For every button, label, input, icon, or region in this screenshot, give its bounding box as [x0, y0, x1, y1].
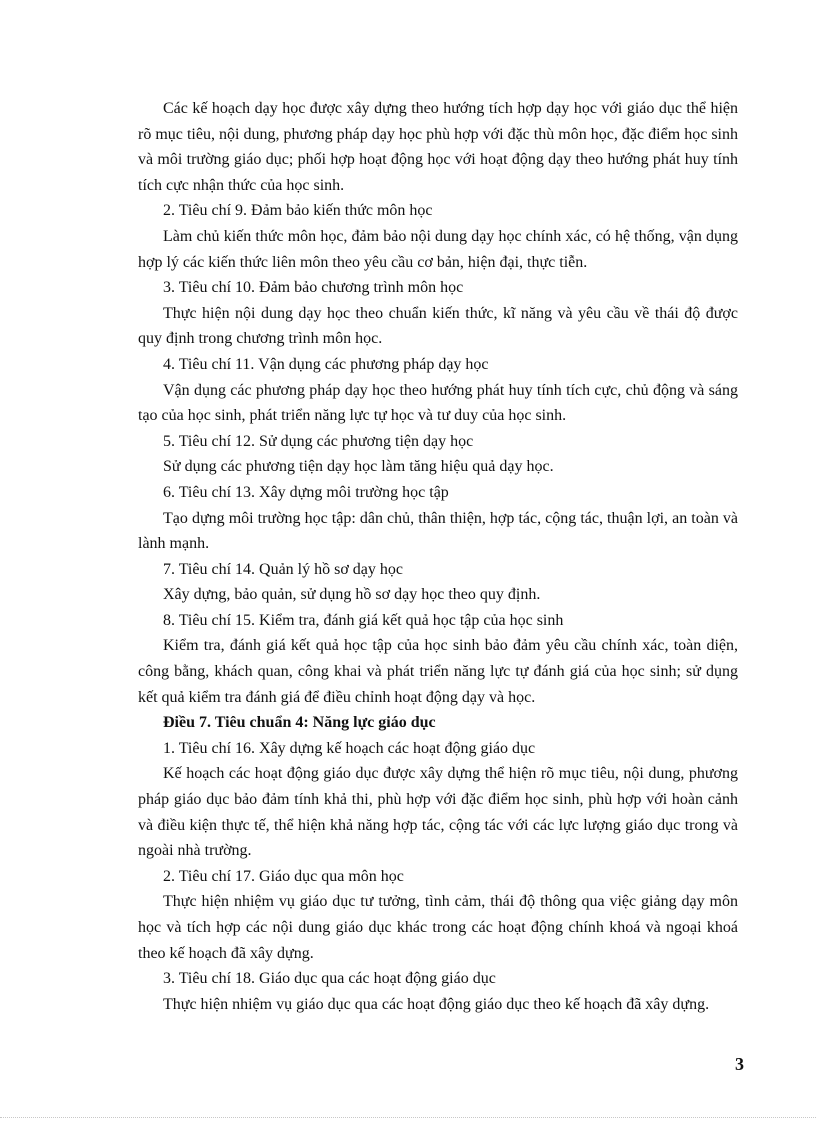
paragraph-intro: Các kế hoạch dạy học được xây dựng theo hướng tích hợp dạy học với giáo dục thể hiện rõ mục tiêu, nội dung, phương pháp dạy học phù hợp với đặc thù môn học, đặc điểm học sinh và môi trường giáo dục; phối hợp hoạt động học với hoạt động dạy theo hướng phát huy tính tích cực nhận thức của học sinh. — [138, 100, 738, 194]
article-7-heading: Điều 7. Tiêu chuẩn 4: Năng lực giáo dục — [163, 714, 436, 732]
criterion-14-text: Xây dựng, bảo quản, sử dụng hồ sơ dạy học theo quy định. — [163, 586, 541, 604]
criterion-9-text: Làm chủ kiến thức môn học, đảm bảo nội dung dạy học chính xác, có hệ thống, vận dụng hợp lý các kiến thức liên môn theo yêu cầu cơ bản, hiện đại, thực tiễn. — [138, 227, 738, 271]
criterion-12-text: Sử dụng các phương tiện dạy học làm tăng hiệu quả dạy học. — [163, 458, 554, 476]
criterion-9-heading: 2. Tiêu chí 9. Đảm bảo kiến thức môn học — [163, 202, 433, 220]
criterion-10-heading: 3. Tiêu chí 10. Đảm bảo chương trình môn học — [163, 279, 464, 297]
criterion-16-text: Kế hoạch các hoạt động giáo dục được xây dựng thể hiện rõ mục tiêu, nội dung, phương pháp giáo dục bảo đảm tính khả thi, phù hợp với đặc điểm học sinh, phù hợp với hoàn cảnh và điều kiện thực tế, thể hiện khả năng hợp tác, cộng tác với các lực lượng giáo dục trong và ngoài nhà trường. — [138, 765, 738, 860]
criterion-15-heading: 8. Tiêu chí 15. Kiểm tra, đánh giá kết quả học tập của học sinh — [163, 611, 564, 629]
criterion-17-heading: 2. Tiêu chí 17. Giáo dục qua môn học — [163, 867, 404, 885]
criterion-11-text: Vận dụng các phương pháp dạy học theo hướng phát huy tính tích cực, chủ động và sáng tạo của học sinh, phát triển năng lực tự học và tư duy của học sinh. — [138, 381, 738, 425]
criterion-10-text: Thực hiện nội dung dạy học theo chuẩn kiến thức, kĩ năng và yêu cầu về thái độ được quy định trong chương trình môn học. — [138, 304, 738, 348]
criterion-16-heading: 1. Tiêu chí 16. Xây dựng kế hoạch các hoạt động giáo dục — [163, 739, 536, 757]
page-bottom-divider — [0, 1117, 816, 1118]
criterion-17-text: Thực hiện nhiệm vụ giáo dục tư tưởng, tình cảm, thái độ thông qua việc giảng dạy môn học và tích hợp các nội dung giáo dục khác trong các hoạt động chính khoá và ngoại khoá theo kế hoạch đã xây dựng. — [138, 893, 738, 962]
criterion-18-heading: 3. Tiêu chí 18. Giáo dục qua các hoạt động giáo dục — [163, 970, 496, 988]
criterion-11-heading: 4. Tiêu chí 11. Vận dụng các phương pháp dạy học — [163, 355, 489, 373]
criterion-14-heading: 7. Tiêu chí 14. Quản lý hồ sơ dạy học — [163, 560, 404, 578]
criterion-15-text: Kiểm tra, đánh giá kết quả học tập của học sinh bảo đảm yêu cầu chính xác, toàn diện, công bằng, khách quan, công khai và phát triển năng lực tự đánh giá của học sinh; sử dụng kết quả kiểm tra đánh giá để điều chỉnh hoạt động dạy và học. — [138, 637, 738, 706]
criterion-12-heading: 5. Tiêu chí 12. Sử dụng các phương tiện dạy học — [163, 432, 474, 450]
criterion-13-text: Tạo dựng môi trường học tập: dân chủ, thân thiện, hợp tác, cộng tác, thuận lợi, an toàn và lành mạnh. — [138, 509, 738, 553]
page-number: 3 — [735, 1054, 744, 1074]
page-body — [138, 96, 738, 1017]
criterion-13-heading: 6. Tiêu chí 13. Xây dựng môi trường học tập — [163, 483, 449, 501]
criterion-18-text: Thực hiện nhiệm vụ giáo dục qua các hoạt động giáo dục theo kế hoạch đã xây dựng. — [163, 995, 710, 1013]
